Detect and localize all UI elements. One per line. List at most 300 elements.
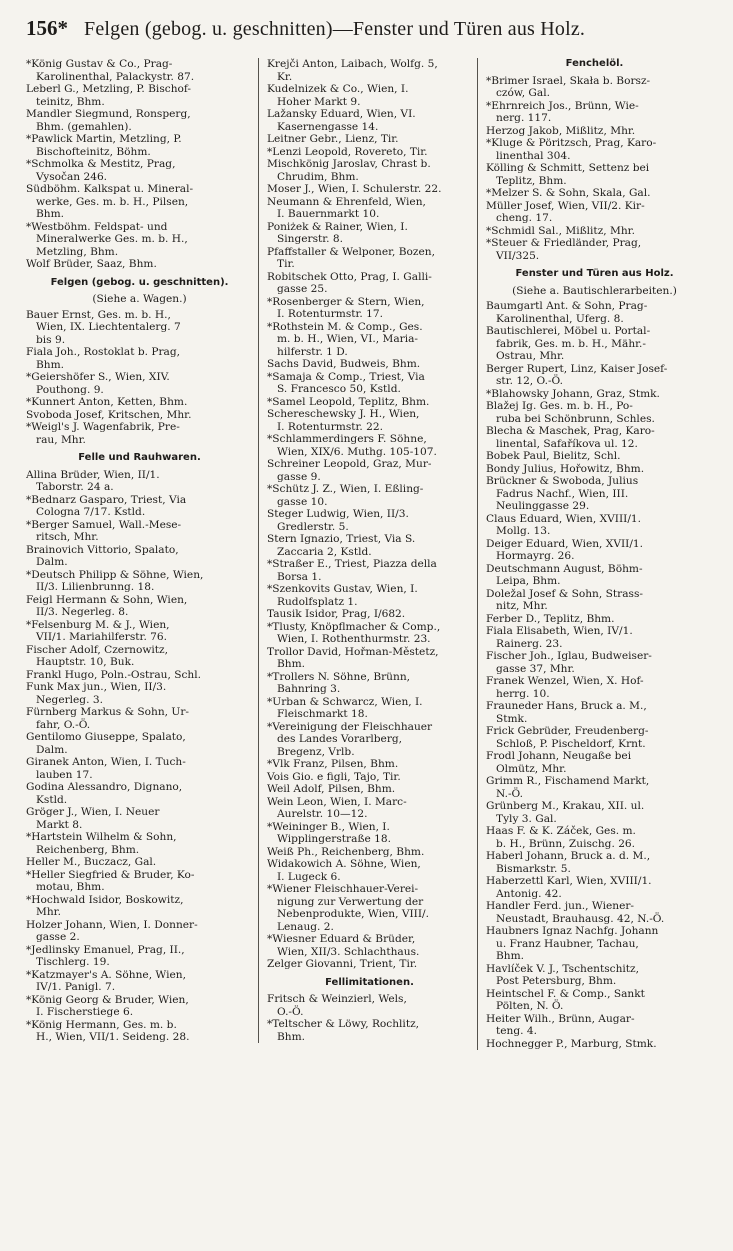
entry-line: *Teltscher & Löwy, Rochlitz, (267, 1018, 420, 1030)
directory-entry (267, 371, 472, 396)
entry-line: Allina Brüder, Wien, II/1. (26, 468, 160, 481)
directory-entry (26, 58, 253, 83)
entry-line: Mandler Siegmund, Ronsperg, (26, 108, 191, 120)
entry-line: rau, Mhr. (36, 433, 86, 446)
directory-entry (26, 869, 253, 894)
entry-line: Funk Max jun., Wien, II/3. (26, 681, 167, 693)
entry-line: Claus Eduard, Wien, XVIII/1. (486, 512, 642, 525)
entry-line: Weiß Ph., Reichenberg, Bhm. (267, 845, 425, 858)
entry-line: Haberl Johann, Bruck a. d. M., (486, 850, 651, 862)
directory-entry (26, 221, 253, 259)
entry-line: Steger Ludwig, Wien, II/3. (267, 508, 409, 520)
entry-line: *Heller Siegfried & Bruder, Ko- (26, 868, 195, 881)
column-right (477, 58, 703, 1050)
directory-entry (486, 625, 703, 650)
entry-line: (Siehe a. Wagen.) (92, 293, 187, 305)
entry-line: Leipa, Bhm. (496, 575, 561, 587)
entry-line: Giranek Anton, Wien, I. Tuch- (26, 756, 186, 768)
directory-entry (26, 994, 253, 1019)
entry-line: Hochnegger P., Marburg, Stmk. (486, 1037, 657, 1050)
entry-line: Zelger Giovanni, Trient, Tir. (267, 958, 418, 970)
entry-line: Haubners Ignaz Nachfg. Johann (486, 925, 659, 937)
directory-entry (486, 225, 703, 238)
directory-entry (486, 538, 703, 563)
directory-entry (486, 900, 703, 925)
column-middle (258, 58, 477, 1043)
directory-entry (486, 725, 703, 750)
entry-line: Bhm. (277, 658, 306, 670)
entry-line: O.-Ö. (277, 1005, 304, 1018)
entry-line: Sachs David, Budweis, Bhm. (267, 358, 421, 370)
entry-line: gasse 37, Mhr. (496, 662, 575, 675)
entry-line: Hauptstr. 10, Buk. (36, 656, 135, 668)
entry-line: *König Gustav & Co., Prag- (26, 58, 173, 70)
directory-entry (267, 883, 472, 933)
entry-line: Schereschewsky J. H., Wien, (267, 408, 420, 420)
entry-line: Gredlerstr. 5. (277, 520, 349, 533)
entry-line: Wolf Brüder, Saaz, Bhm. (26, 258, 157, 270)
entry-line: ruba bei Schönbrunn, Schles. (496, 412, 655, 425)
directory-entry (26, 396, 253, 409)
entry-line: hilferstr. 1 D. (277, 345, 348, 358)
entry-line: motau, Bhm. (36, 881, 105, 893)
entry-line: Brainovich Vittorio, Spalato, (26, 543, 179, 556)
entry-line: H., Wien, VII/1. Seideng. 28. (36, 1031, 190, 1043)
entry-line: *König Georg & Bruder, Wien, (26, 993, 189, 1006)
directory-entry (267, 721, 472, 759)
directory-entry (486, 388, 703, 401)
entry-line: nerg. 117. (496, 112, 552, 124)
cross-reference (26, 293, 253, 306)
entry-line: (Siehe a. Bautischlerarbeiten.) (512, 284, 677, 297)
directory-entry (486, 825, 703, 850)
entry-line: *Urban & Schwarcz, Wien, I. (267, 695, 423, 708)
entry-line: Hoher Markt 9. (277, 95, 361, 108)
directory-columns (26, 58, 713, 1050)
entry-line: Heiter Wilh., Brünn, Augar- (486, 1012, 635, 1025)
directory-entry (26, 258, 253, 271)
directory-entry (486, 125, 703, 138)
entry-line: Kstld. (36, 793, 68, 806)
entry-line: Frauneder Hans, Bruck a. M., (486, 700, 647, 712)
directory-entry (267, 646, 472, 671)
entry-line: Post Petersburg, Bhm. (496, 975, 617, 987)
directory-entry (267, 396, 472, 409)
entry-line: Aurelstr. 10—12. (277, 808, 368, 820)
entry-line: I. Rotenturmstr. 22. (277, 420, 383, 433)
entry-line: Haas F. & K. Záček, Ges. m. (486, 825, 636, 837)
directory-entry (486, 988, 703, 1013)
entry-line: herrg. 10. (496, 687, 550, 700)
entry-line: *Lenzi Leopold, Rovereto, Tir. (267, 145, 428, 158)
entry-line: Bahnring 3. (277, 683, 341, 695)
directory-entry (486, 75, 703, 100)
entry-line: *Wiener Fleischhauer-Verei- (267, 883, 419, 895)
directory-entry (267, 696, 472, 721)
entry-line: *Vereinigung der Fleischhauer (267, 720, 433, 733)
directory-entry (26, 108, 253, 133)
directory-entry (267, 993, 472, 1018)
directory-entry (267, 58, 472, 83)
directory-entry (26, 806, 253, 831)
entry-line: Bhm. (gemahlen). (36, 120, 132, 133)
entry-line: nitz, Mhr. (496, 600, 548, 612)
directory-entry (267, 183, 472, 196)
directory-entry (26, 309, 253, 347)
directory-entry (267, 221, 472, 246)
entry-line: Metzling, Bhm. (36, 245, 119, 258)
directory-entry (267, 508, 472, 533)
entry-line: Schloß, P. Pischeldorf, Krnt. (496, 737, 646, 750)
directory-entry (486, 963, 703, 988)
entry-line: Godina Alessandro, Dignano, (26, 781, 183, 793)
entry-line: I. Rotenturmstr. 17. (277, 308, 383, 320)
directory-entry (267, 196, 472, 221)
entry-line: Bregenz, Vrlb. (277, 745, 355, 758)
entry-line: *Straßer E., Triest, Piazza della (267, 558, 437, 570)
directory-entry (267, 158, 472, 183)
entry-line: Karolinenthal, Uferg. 8. (496, 312, 624, 325)
directory-entry (486, 750, 703, 775)
entry-line: Neustadt, Brauhausg. 42, N.-Ö. (496, 912, 665, 925)
entry-line: Lenaug. 2. (277, 920, 334, 933)
entry-line: *Blahowsky Johann, Graz, Stmk. (486, 387, 660, 400)
directory-entry (486, 200, 703, 225)
entry-line: Fenster und Türen aus Holz. (515, 268, 674, 279)
entry-line: fabrik, Ges. m. b. H., Mähr.- (496, 337, 646, 350)
entry-line: *Jedlinsky Emanuel, Prag, II., (26, 943, 185, 956)
entry-line: czów, Gal. (496, 87, 550, 99)
entry-line: Mischkönig Jaroslav, Chrast b. (267, 158, 431, 170)
entry-line: ritsch, Mhr. (36, 531, 99, 543)
entry-line: Fischer Adolf, Czernowitz, (26, 643, 168, 656)
directory-entry (26, 969, 253, 994)
entry-line: Wien, IX. Liechtentalerg. 7 (36, 321, 181, 333)
directory-entry (486, 475, 703, 513)
entry-line: Tyly 3. Gal. (496, 812, 557, 825)
entry-line: linenthal 304. (496, 149, 571, 162)
entry-line: Grünberg M., Krakau, XII. ul. (486, 800, 645, 812)
entry-line: Brückner & Swoboda, Julius (486, 475, 639, 487)
directory-entry (486, 162, 703, 187)
directory-entry (26, 594, 253, 619)
entry-line: Kr. (277, 70, 293, 83)
entry-line: teinitz, Bhm. (36, 95, 105, 108)
entry-line: u. Franz Haubner, Tachau, (496, 937, 639, 950)
entry-line: *Bednarz Gasparo, Triest, Via (26, 493, 187, 506)
entry-line: *Szenkovits Gustav, Wien, I. (267, 583, 418, 595)
entry-line: teng. 4. (496, 1025, 537, 1037)
entry-line: m. b. H., Wien, VI., Maria- (277, 333, 419, 345)
entry-line: gasse 9. (277, 470, 321, 483)
entry-line: Dalm. (36, 556, 68, 568)
entry-line: bis 9. (36, 333, 66, 346)
entry-line: *Samel Leopold, Teplitz, Bhm. (267, 395, 430, 408)
entry-line: Nebenprodukte, Wien, VIII/. (277, 908, 429, 920)
directory-entry (26, 544, 253, 569)
entry-line: Lažansky Eduard, Wien, VI. (267, 108, 416, 120)
directory-entry (267, 796, 472, 821)
entry-line: fahr, O.-Ö. (36, 718, 91, 731)
directory-entry (26, 681, 253, 706)
entry-line: Moser J., Wien, I. Schulerstr. 22. (267, 183, 442, 195)
entry-line: Tischlerg. 19. (36, 956, 110, 968)
entry-line: Bismarkstr. 5. (496, 862, 571, 875)
directory-entry (267, 321, 472, 359)
entry-line: *Westböhm. Feldspat- und (26, 220, 168, 233)
directory-entry (267, 821, 472, 846)
entry-line: VII/325. (496, 249, 540, 262)
entry-line: Krejči Anton, Laibach, Wolfg. 5, (267, 58, 438, 70)
section-heading (267, 977, 472, 990)
entry-line: Hormayrg. 26. (496, 550, 575, 562)
entry-line: Berger Rupert, Linz, Kaiser Josef- (486, 362, 668, 375)
entry-line: Kölling & Schmitt, Settenz bei (486, 162, 650, 174)
entry-line: gasse 25. (277, 283, 328, 295)
directory-entry (267, 408, 472, 433)
entry-line: Bhm. (36, 358, 65, 371)
entry-line: Schreiner Leopold, Graz, Mur- (267, 458, 432, 470)
entry-line: I. Bauernmarkt 10. (277, 208, 380, 220)
directory-entry (486, 187, 703, 200)
entry-line: *Schütz J. Z., Wien, I. Eßling- (267, 483, 424, 495)
directory-entry (267, 83, 472, 108)
directory-entry (26, 781, 253, 806)
entry-line: Cologna 7/17. Kstld. (36, 506, 146, 518)
directory-entry (267, 858, 472, 883)
entry-line: Leitner Gebr., Lienz, Tir. (267, 133, 399, 145)
entry-line: *Berger Samuel, Wall.-Mese- (26, 518, 182, 531)
directory-entry (267, 933, 472, 958)
directory-entry (26, 919, 253, 944)
entry-line: II/3. Lilienbrunng. 18. (36, 581, 155, 593)
entry-line: Heintschel F. & Comp., Sankt (486, 987, 645, 1000)
directory-entry (486, 1038, 703, 1051)
entry-line: Handler Ferd. jun., Wiener- (486, 900, 634, 912)
directory-entry (26, 519, 253, 544)
directory-entry (26, 856, 253, 869)
directory-entry (267, 133, 472, 146)
directory-entry (267, 433, 472, 458)
entry-line: *Schlammerdingers F. Söhne, (267, 433, 427, 445)
entry-line: Mollg. 13. (496, 525, 551, 537)
entry-line: *Tlusty, Knöpflmacher & Comp., (267, 620, 441, 633)
entry-line: *Vlk Franz, Pilsen, Bhm. (267, 758, 399, 770)
entry-line: Fellimitationen. (325, 976, 414, 988)
entry-line: Fleischmarkt 18. (277, 708, 368, 720)
entry-line: Svoboda Josef, Kritschen, Mhr. (26, 408, 192, 421)
directory-entry (26, 569, 253, 594)
entry-line: Frick Gebrüder, Freudenberg- (486, 725, 649, 737)
directory-entry (267, 621, 472, 646)
directory-entry (486, 325, 703, 363)
entry-line: *Brimer Israel, Skała b. Borsz- (486, 74, 651, 87)
directory-entry (267, 846, 472, 859)
directory-entry (486, 450, 703, 463)
directory-entry (26, 133, 253, 158)
directory-entry (267, 483, 472, 508)
directory-entry (26, 409, 253, 422)
entry-line: *Weigl's J. Wagenfabrik, Pre- (26, 421, 180, 433)
directory-entry (26, 83, 253, 108)
directory-entry (486, 563, 703, 588)
entry-line: *Hochwald Isidor, Boskowitz, (26, 893, 184, 906)
entry-line: Frodl Johann, Neugaße bei (486, 750, 632, 762)
entry-line: *Felsenburg M. & J., Wien, (26, 618, 170, 631)
entry-line: Poniżek & Rainer, Wien, I. (267, 220, 408, 233)
entry-line: Reichenberg, Bhm. (36, 843, 140, 856)
directory-entry (26, 1019, 253, 1044)
entry-line: Mhr. (36, 906, 61, 918)
page-number: 156* (26, 16, 68, 40)
entry-line: Kudelnizek & Co., Wien, I. (267, 83, 409, 95)
directory-entry (267, 583, 472, 608)
directory-entry (26, 371, 253, 396)
directory-entry (486, 588, 703, 613)
entry-line: Kasernengasse 14. (277, 120, 379, 133)
entry-line: *Trollers N. Söhne, Brünn, (267, 670, 411, 683)
entry-line: Bhm. (277, 1030, 306, 1043)
entry-line: Wipplingerstraße 18. (277, 833, 392, 845)
entry-line: Wien, XIX/6. Muthg. 105-107. (277, 445, 437, 458)
directory-entry (486, 300, 703, 325)
directory-entry (486, 363, 703, 388)
entry-line: Fiala Joh., Rostoklat b. Prag, (26, 346, 181, 358)
entry-line: Neulinggasse 29. (496, 500, 590, 512)
entry-line: Ferber D., Teplitz, Bhm. (486, 612, 615, 625)
directory-entry (267, 533, 472, 558)
entry-line: Olmütz, Mhr. (496, 762, 567, 775)
directory-entry (267, 758, 472, 771)
entry-line: Tir. (277, 258, 295, 270)
entry-line: Bhm. (36, 208, 65, 220)
entry-line: werke, Ges. m. b. H., Pilsen, (36, 195, 189, 208)
entry-line: Deutschmann August, Böhm- (486, 562, 643, 575)
entry-line: Pfaffstaller & Welponer, Bozen, (267, 245, 435, 258)
entry-line: Fischer Joh., Iglau, Budweiser- (486, 650, 652, 662)
entry-line: Fadrus Nachf., Wien, III. (496, 487, 629, 500)
entry-line: Deiger Eduard, Wien, XVII/1. (486, 537, 644, 550)
entry-line: *Deutsch Philipp & Söhne, Wien, (26, 568, 204, 581)
entry-line: Felle und Rauhwaren. (78, 452, 201, 463)
entry-line: *Rosenberger & Stern, Wien, (267, 295, 425, 308)
entry-line: Chrudim, Bhm. (277, 170, 359, 183)
entry-line: II/3. Negerleg. 8. (36, 606, 129, 618)
entry-line: Doležal Josef & Sohn, Strass- (486, 587, 643, 600)
entry-line: *Schmolka & Mestitz, Prag, (26, 158, 176, 170)
entry-line: Pölten, N. Ö. (496, 1000, 564, 1012)
entry-line: Negerleg. 3. (36, 693, 103, 706)
directory-entry (26, 619, 253, 644)
entry-line: Stern Ignazio, Triest, Via S. (267, 533, 416, 545)
entry-line: Gentilomo Giuseppe, Spalato, (26, 731, 186, 743)
directory-entry (267, 558, 472, 583)
entry-line: *Pawlick Martin, Metzling, P. (26, 133, 182, 145)
section-heading (26, 277, 253, 290)
directory-entry (267, 146, 472, 159)
entry-line: linental, Safaříkova ul. 12. (496, 437, 638, 450)
entry-line: *Rothstein M. & Comp., Ges. (267, 320, 423, 333)
entry-line: Wien, XII/3. Schlachthaus. (277, 945, 420, 958)
entry-line: *Katzmayer's A. Söhne, Wien, (26, 968, 186, 981)
section-heading (26, 452, 253, 465)
directory-entry (26, 494, 253, 519)
directory-entry (486, 800, 703, 825)
entry-line: IV/1. Panigl. 7. (36, 981, 116, 993)
entry-line: *Melzer S. & Sohn, Skala, Gal. (486, 187, 651, 199)
entry-line: *Kluge & Pöritzsch, Prag, Karo- (486, 137, 657, 149)
entry-line: des Landes Vorarlberg, (277, 733, 403, 745)
directory-entry (486, 700, 703, 725)
directory-entry (26, 706, 253, 731)
directory-entry (26, 644, 253, 669)
entry-line: gasse 2. (36, 931, 80, 943)
entry-line: N.-Ö. (496, 787, 523, 800)
entry-line: Vois Gio. e figli, Tajo, Tir. (267, 770, 401, 783)
entry-line: str. 12, O.-Ö. (496, 375, 563, 387)
entry-line: gasse 10. (277, 495, 328, 508)
entry-line: I. Lugeck 6. (277, 870, 341, 883)
directory-entry (26, 731, 253, 756)
entry-line: Trollor David, Hořman-Městetz, (267, 645, 439, 658)
directory-entry (486, 875, 703, 900)
directory-entry (486, 400, 703, 425)
entry-line: Blecha & Maschek, Prag, Karo- (486, 425, 655, 437)
directory-entry (26, 669, 253, 682)
entry-line: Robitschek Otto, Prag, I. Galli- (267, 270, 432, 283)
entry-line: I. Fischerstiege 6. (36, 1006, 134, 1018)
directory-entry (26, 944, 253, 969)
entry-line: Wien, I. Rothenthurmstr. 23. (277, 633, 431, 645)
entry-line: *König Hermann, Ges. m. b. (26, 1018, 177, 1031)
entry-line: Borsa 1. (277, 570, 322, 583)
entry-line: lauben 17. (36, 768, 93, 781)
entry-line: Müller Josef, Wien, VII/2. Kir- (486, 199, 645, 212)
directory-entry (486, 1013, 703, 1038)
entry-line: Dalm. (36, 743, 68, 756)
directory-entry (267, 1018, 472, 1043)
entry-line: *Wiesner Eduard & Brüder, (267, 933, 416, 945)
entry-line: Ostrau, Mhr. (496, 350, 565, 362)
entry-line: *Kunnert Anton, Ketten, Bhm. (26, 396, 188, 408)
directory-entry (267, 783, 472, 796)
entry-line: Baumgartl Ant. & Sohn, Prag- (486, 300, 648, 312)
directory-entry (267, 296, 472, 321)
entry-line: VII/1. Mariahilferstr. 76. (36, 631, 168, 643)
directory-entry (267, 458, 472, 483)
directory-entry (26, 421, 253, 446)
directory-entry (267, 108, 472, 133)
directory-entry (486, 613, 703, 626)
entry-line: Felgen (gebog. u. geschnitten). (50, 276, 229, 288)
directory-entry (26, 346, 253, 371)
entry-line: Mineralwerke Ges. m. b. H., (36, 233, 188, 245)
entry-line: Frankl Hugo, Poln.-Ostrau, Schl. (26, 668, 202, 681)
entry-line: Blažej Ig. Ges. m. b. H., Po- (486, 400, 633, 412)
entry-line: Heller M., Buczacz, Gal. (26, 856, 157, 868)
directory-entry (26, 183, 253, 221)
directory-entry (486, 100, 703, 125)
entry-line: *Ehrnreich Jos., Brünn, Wie- (486, 99, 639, 112)
entry-line: Stmk. (496, 712, 528, 725)
entry-line: Bhm. (496, 950, 525, 962)
entry-line: Feigl Hermann & Sohn, Wien, (26, 593, 188, 606)
entry-line: Südböhm. Kalkspat u. Mineral- (26, 183, 194, 195)
directory-entry (267, 958, 472, 971)
entry-line: Neumann & Ehrenfeld, Wien, (267, 195, 426, 208)
directory-entry (486, 463, 703, 476)
page-title: Felgen (gebog. u. geschnitten)—Fenster und Türen aus Holz. (84, 18, 586, 40)
